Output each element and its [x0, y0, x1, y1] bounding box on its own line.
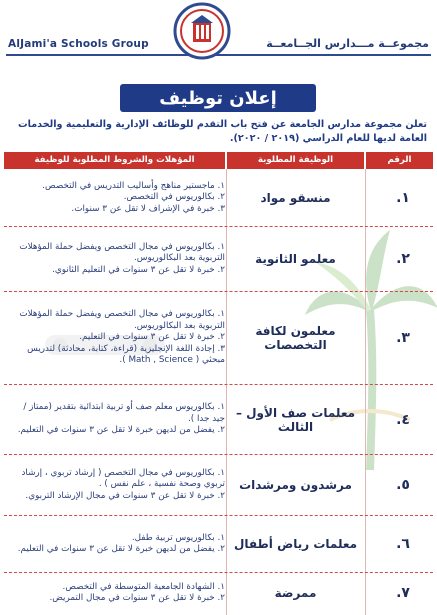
row-conditions	[8, 455, 225, 515]
row-job-title: ممرضة	[274, 586, 317, 600]
row-job-title: معلمات صف الأول – الثالث	[235, 405, 356, 434]
condition-item: ٢. خبرة لا تقل عن ٣ سنوات في التعليم.	[79, 332, 225, 343]
row-number: .٤	[396, 411, 410, 428]
row-conditions	[8, 292, 225, 384]
row-job-title: معلمو الثانوية	[255, 252, 336, 266]
row-job-title: منسقو مواد	[260, 191, 331, 205]
page-title: إعلان توظيف	[159, 87, 277, 109]
row-number: .١	[396, 190, 410, 206]
row-job-title: مرشدون ومرشدات	[239, 478, 352, 492]
condition-item: ٣. خبرة في الإشراف لا تقل عن ٣ سنوات.	[71, 203, 225, 214]
condition-item: ١. بكالوريوس معلم صف أو تربية ابتدائية بتقدير (ممتاز / جيد جدا ).	[23, 402, 225, 424]
table-row	[4, 573, 433, 613]
condition-item: ٢. خبرة لا تقل عن ٣ سنوات في مجال الإرشاد التربوي.	[25, 490, 225, 501]
condition-item: ٢. خبرة لا تقل عن ٣ سنوات في مجال التمريض.	[49, 593, 225, 603]
header-number: الرقم	[387, 155, 412, 165]
school-logo-icon	[173, 2, 231, 60]
condition-item: ٢. بكالوريوس في التخصص.	[123, 192, 225, 203]
row-conditions	[8, 170, 225, 226]
table-row	[4, 516, 433, 573]
table-row	[4, 227, 433, 292]
jobs-table	[4, 152, 433, 615]
condition-item: ١. الشهادة الجامعية المتوسطة في التخصص.	[62, 581, 225, 592]
row-job-title: معلمات رياض أطفال	[233, 537, 358, 551]
header-job: الوظيفة المطلوبة	[257, 155, 334, 165]
table-row	[4, 170, 433, 227]
condition-item: ٢. خبرة لا تقل عن ٣ سنوات في التعليم الثانوي.	[52, 264, 225, 275]
table-header	[4, 152, 433, 169]
row-number: .٧	[396, 585, 410, 601]
row-number: .٣	[396, 330, 410, 346]
intro-paragraph: تعلن مجموعة مدارس الجامعة عن فتح باب التقدم للوظائف الإدارية والتعليمية والخدمات العامة لديها للعام الدراسي (٢٠١٩ / ٢٠٢٠).	[18, 119, 427, 144]
condition-item: ١. بكالوريوس في مجال التخصص ويفضل حملة المؤهلات التربوية بعد البكالوريوس.	[19, 241, 225, 264]
row-job-title: معلمون لكافة التخصصات	[255, 324, 336, 352]
row-conditions	[8, 385, 225, 454]
row-conditions	[8, 227, 225, 291]
condition-item: ٢. يفضل من لديهن خبرة لا تقل عن ٣ سنوات في التعليم.	[17, 544, 225, 554]
condition-item: ٢. يفضل من لديهن خبرة لا تقل عن ٣ سنوات في التعليم.	[17, 425, 225, 436]
header-conditions: المؤهلات والشروط المطلوبة للوظيفة	[34, 155, 195, 165]
condition-item: ١. بكالوريوس تربية طفل.	[131, 532, 225, 543]
page-title-banner	[120, 84, 316, 112]
condition-item: ١. بكالوريوس في مجال التخصص ( إرشاد تربوي ، إرشاد تربوي وصحة نفسية ، علم نفس ) .	[21, 467, 225, 490]
condition-item: ١. بكالوريوس في مجال التخصص ويفضل حملة المؤهلات التربوية بعد البكالوريوس.	[19, 309, 225, 331]
row-number: .٢	[396, 251, 410, 267]
table-row	[4, 292, 433, 385]
condition-item: ١. ماجستير مناهج وأساليب التدريس في التخصص.	[42, 180, 225, 191]
brand-name-arabic: مجموعــة مـــدارس الجــامعــة	[266, 37, 429, 50]
brand-name-english: AlJami'a Schools Group	[8, 38, 149, 50]
row-number: .٥	[396, 477, 410, 493]
row-conditions	[8, 573, 225, 613]
row-number: .٦	[396, 536, 410, 552]
table-row	[4, 385, 433, 455]
table-row	[4, 455, 433, 516]
row-conditions	[8, 516, 225, 572]
condition-item: ٣. إجادة اللغة الإنجليزية (قراءة، كتابة، محادثة) لتدريس مبحثي ( Math , Science ).	[27, 343, 225, 366]
